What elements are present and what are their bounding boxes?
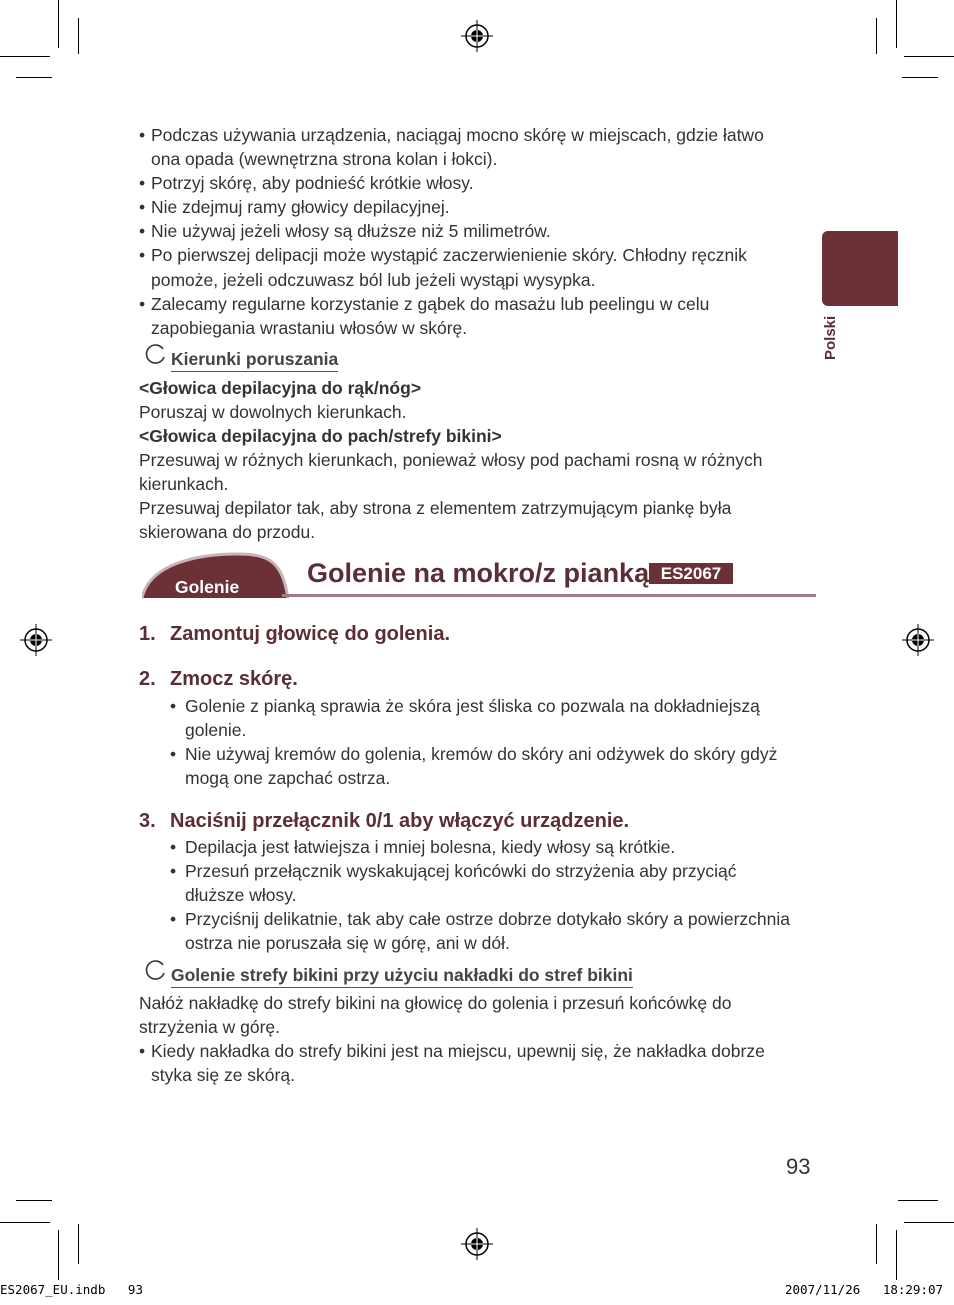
registration-mark-icon: [461, 20, 493, 52]
section-tab-label: Golenie: [175, 577, 240, 597]
directions-subheading: <Głowica depilacyjna do pach/strefy bikini>: [139, 426, 502, 446]
directions-text: skierowana do przodu.: [139, 522, 316, 542]
directions-text: kierunkach.: [139, 474, 229, 494]
directions-text: Przesuwaj depilator tak, aby strona z elementem zatrzymującym piankę była: [139, 498, 732, 518]
directions-subheading: <Głowica depilacyjna do rąk/nóg>: [139, 378, 422, 398]
footer-date: 2007/11/26 18:29:07: [785, 1282, 944, 1297]
language-label: Polski: [822, 316, 839, 361]
page-number: 93: [786, 1154, 811, 1179]
directions-text: Przesuwaj w różnych kierunkach, ponieważ włosy pod pachami rosną w różnych: [139, 450, 763, 470]
circle-arrow-icon: [143, 957, 167, 981]
bikini-text: Nałóż nakładkę do strefy bikini na głowicę do golenia i przesuń końcówkę do: [139, 993, 732, 1013]
registration-mark-icon: [20, 624, 52, 656]
section-title: Golenie na mokro/z pianką: [307, 558, 650, 588]
circle-arrow-icon: [143, 341, 167, 365]
footer-file: ES2067_EU.indb 93: [0, 1282, 143, 1297]
model-badge: ES2067: [649, 563, 733, 584]
directions-text: Poruszaj w dowolnych kierunkach.: [139, 402, 407, 422]
language-tab: [822, 231, 898, 306]
bikini-text: strzyżenia w górę.: [139, 1017, 281, 1037]
registration-mark-icon: [902, 624, 934, 656]
registration-mark-icon: [461, 1228, 493, 1260]
